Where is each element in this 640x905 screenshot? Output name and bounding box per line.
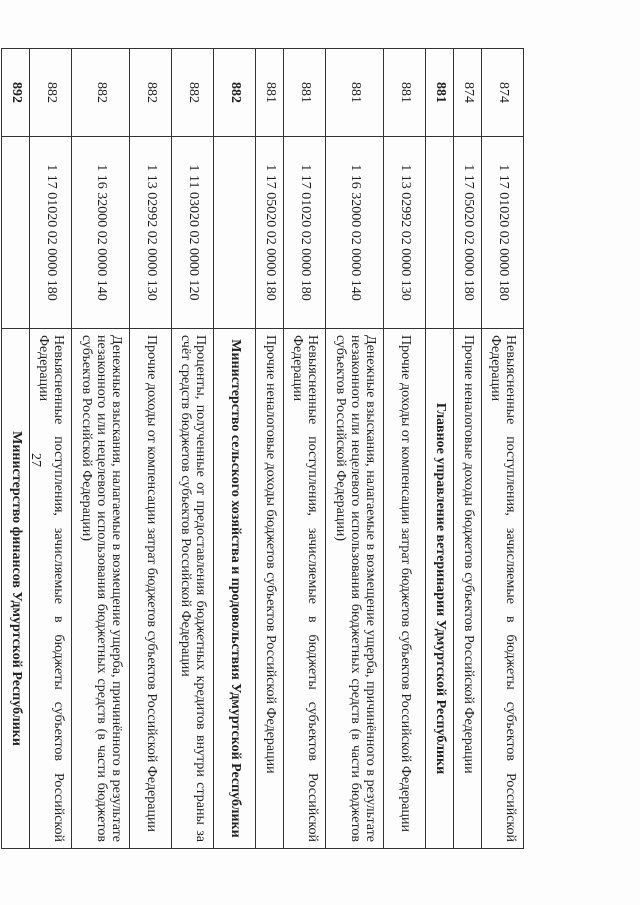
admin-code-cell: 892 xyxy=(2,49,30,137)
table-row xyxy=(256,49,284,849)
revenue-name-cell: Невыясненные поступления, зачисляемые в бюджеты субъектов Российской Федерации xyxy=(30,329,72,849)
admin-code-cell: 881 xyxy=(426,49,454,137)
table-row xyxy=(72,49,130,849)
revenue-name-cell: Денежные взыскания, налагаемые в возмещение ущерба, причинённого в результате незаконного или нецелевого использования бюджетных средств (в части бюджетов субъектов Российской Федерации) xyxy=(326,329,384,849)
admin-code-cell: 881 xyxy=(384,49,426,137)
table-row xyxy=(130,49,172,849)
admin-code-cell: 882 xyxy=(30,49,72,137)
admin-code-cell: 882 xyxy=(72,49,130,137)
table-row xyxy=(454,49,482,849)
admin-code-cell: 882 xyxy=(130,49,172,137)
revenue-name-cell: Невыясненные поступления, зачисляемые в бюджеты субъектов Российской Федерации xyxy=(284,329,326,849)
revenue-codes-table xyxy=(1,48,524,849)
revenue-name-cell: Прочие неналоговые доходы бюджетов субъектов Российской Федерации xyxy=(454,329,482,849)
revenue-code-cell: 1 16 32000 02 0000 140 xyxy=(326,137,384,329)
administrator-name-cell: Министерство финансов Удмуртской Республики xyxy=(2,329,30,849)
table-row xyxy=(172,49,214,849)
revenue-code-cell: 1 17 01020 02 0000 180 xyxy=(284,137,326,329)
group-header-row xyxy=(2,49,30,849)
group-header-row xyxy=(426,49,454,849)
admin-code-cell: 874 xyxy=(454,49,482,137)
admin-code-cell: 882 xyxy=(214,49,256,137)
revenue-code-cell: 1 13 02992 02 0000 130 xyxy=(130,137,172,329)
admin-code-cell: 881 xyxy=(326,49,384,137)
revenue-name-cell: Невыясненные поступления, зачисляемые в бюджеты субъектов Российской Федерации xyxy=(482,329,524,849)
revenue-code-cell: 1 17 01020 02 0000 180 xyxy=(30,137,72,329)
admin-code-cell: 874 xyxy=(482,49,524,137)
table-row xyxy=(284,49,326,849)
revenue-code-cell: 1 17 05020 02 0000 180 xyxy=(454,137,482,329)
admin-code-cell: 881 xyxy=(284,49,326,137)
table-row xyxy=(326,49,384,849)
group-header-row xyxy=(214,49,256,849)
page-number: 27 xyxy=(28,453,43,467)
revenue-name-cell: Прочие доходы от компенсации затрат бюджетов субъектов Российской Федерации xyxy=(130,329,172,849)
revenue-code-cell: 1 13 02992 02 0000 130 xyxy=(384,137,426,329)
revenue-code-cell xyxy=(426,137,454,329)
table-row xyxy=(30,49,72,849)
revenue-name-cell: Прочие неналоговые доходы бюджетов субъектов Российской Федерации xyxy=(256,329,284,849)
administrator-name-cell: Главное управление ветеринарии Удмуртской Республики xyxy=(426,329,454,849)
revenue-name-cell: Денежные взыскания, налагаемые в возмещение ущерба, причинённого в результате незаконного или нецелевого использования бюджетных средств (в части бюджетов субъектов Российской Федерации) xyxy=(72,329,130,849)
revenue-code-cell: 1 17 01020 02 0000 180 xyxy=(482,137,524,329)
revenue-code-cell xyxy=(214,137,256,329)
revenue-name-cell: Прочие доходы от компенсации затрат бюджетов субъектов Российской Федерации xyxy=(384,329,426,849)
revenue-name-cell: Проценты, полученные от предоставления бюджетных кредитов внутри страны за счёт средств бюджетов субъектов Российской Федерации xyxy=(172,329,214,849)
table-row xyxy=(482,49,524,849)
revenue-code-cell: 1 11 03020 02 0000 120 xyxy=(172,137,214,329)
revenue-code-cell: 1 16 32000 02 0000 140 xyxy=(72,137,130,329)
admin-code-cell: 881 xyxy=(256,49,284,137)
admin-code-cell: 882 xyxy=(172,49,214,137)
table-row xyxy=(384,49,426,849)
revenue-code-cell: 1 17 05020 02 0000 180 xyxy=(256,137,284,329)
revenue-code-cell xyxy=(2,137,30,329)
administrator-name-cell: Министерство сельского хозяйства и продовольствия Удмуртской Республики xyxy=(214,329,256,849)
